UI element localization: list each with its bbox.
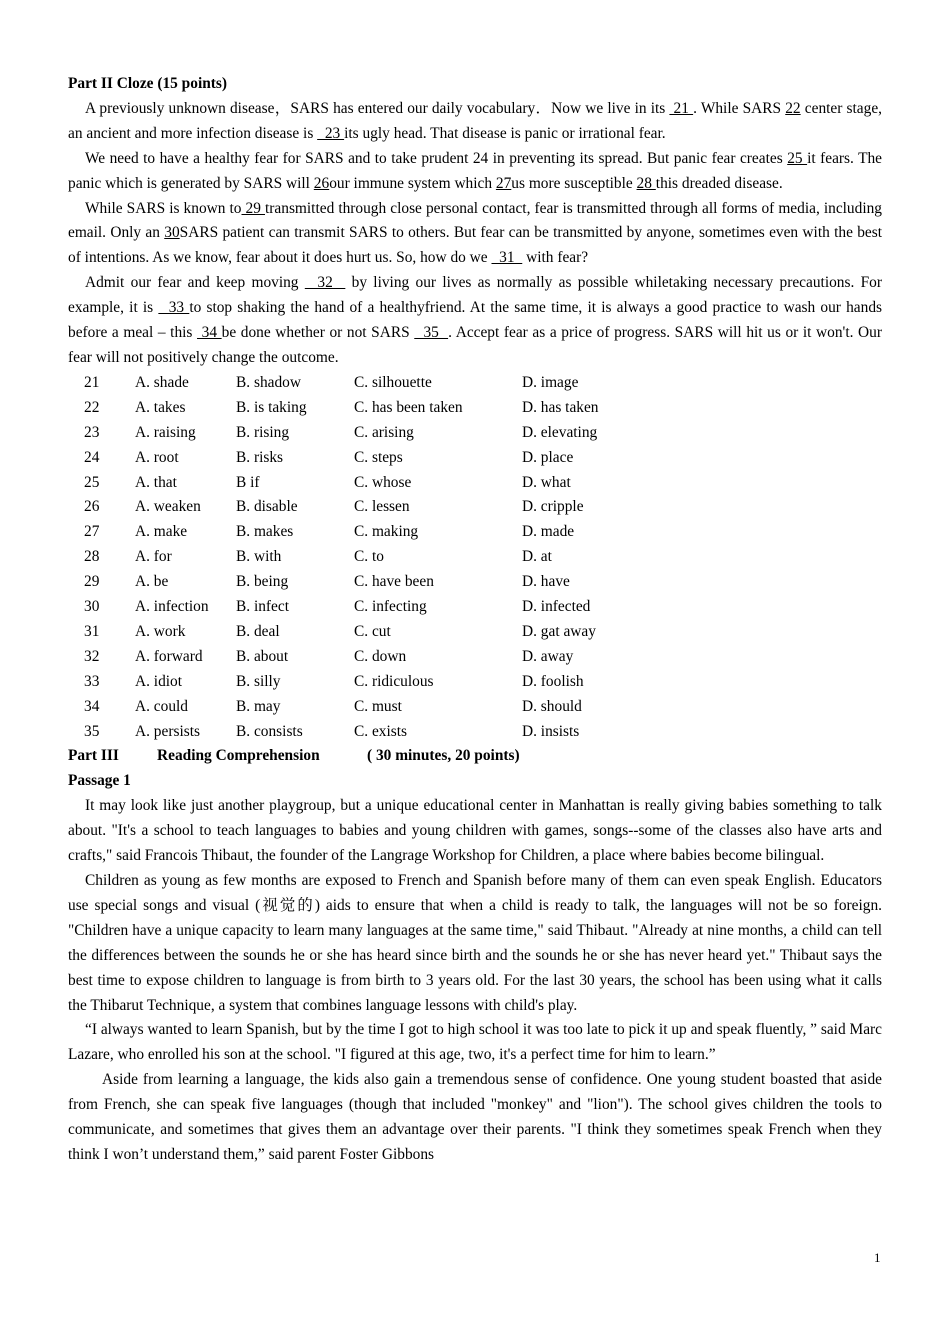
option-d: D. what — [522, 473, 571, 491]
cloze-paragraph — [68, 97, 882, 147]
cloze-text: We need to have a healthy fear for SARS and to take prudent 24 in preventing its spread. But panic fear creates — [85, 149, 788, 167]
passage1-heading: Passage 1 — [68, 772, 131, 790]
option-a: A. root — [135, 448, 179, 466]
option-row — [84, 570, 642, 595]
cloze-text: . Accept fear as a price of progress. SARS will hit us or it won't. Our fear will not positively change the outcome. — [68, 324, 882, 366]
option-d: D. gat away — [522, 622, 596, 640]
option-c: C. must — [354, 697, 402, 715]
option-d: D. place — [522, 448, 574, 466]
passage1-paragraph: Aside from learning a language, the kids also gain a tremendous sense of confidence. One young student boasted that aside from French, she can speak five languages (though that included "monkey" and "lion"). The school gives children the tools to communicate, and sometimes that gives them an advantage over their parents. "I think they sometimes speak French when they think I won’t understand them,” said parent Foster Gibbons — [68, 1071, 882, 1163]
passage1-paragraph: Children as young as few months are exposed to French and Spanish before many of them can even speak English. Educators use special songs and visual (视觉的) aids to ensure that when a child is ready to talk, the languages will not be so foreign. "Children have a unique capacity to learn many languages at the same time," said Thibaut. "Already at nine months, a child can tell the differences between the sounds he or she has heard since birth and the sounds he or she has never heard yet." Thibaut says the best time to expose children to language is from birth to 3 years old. For the last 30 years, the school has been using what it calls the Thibarut Technique, a system that combines language lessons with child's play. — [68, 872, 882, 1014]
question-number: 23 — [84, 423, 100, 441]
question-number: 35 — [84, 722, 100, 740]
cloze-text: our immune system which — [329, 174, 496, 192]
question-number: 34 — [84, 697, 100, 715]
option-a: A. raising — [135, 423, 196, 441]
option-c: C. steps — [354, 448, 403, 466]
option-row — [84, 495, 642, 520]
cloze-passage — [68, 97, 882, 371]
cloze-text: A previously unknown disease，SARS has entered our daily vocabulary．Now we live in its — [85, 99, 670, 117]
option-a: A. make — [135, 523, 188, 541]
option-a: A. weaken — [135, 498, 201, 516]
option-b: B. disable — [236, 498, 298, 516]
cloze-text: it fears. The panic which is generated by SARS will — [68, 149, 883, 192]
option-b: B. silly — [236, 672, 281, 690]
option-c: C. making — [354, 523, 419, 541]
question-number: 31 — [84, 622, 100, 640]
cloze-paragraph — [68, 271, 882, 371]
blank-number: 21 — [669, 99, 694, 117]
question-number: 22 — [84, 398, 100, 416]
option-c: C. to — [354, 548, 384, 566]
option-b: B. about — [236, 647, 289, 665]
option-b: B. with — [236, 548, 282, 566]
option-b: B. risks — [236, 448, 284, 466]
cloze-paragraph — [68, 147, 882, 197]
cloze-text: SARS patient can transmit SARS to others. But fear can be transmitted by anyone, sometimes even with the best of intentions. As we know, fear about it does hurt us. So, how do we — [68, 224, 882, 267]
blank-number: 26 — [313, 174, 330, 192]
blank-number: 34 — [197, 324, 222, 342]
option-b: B. may — [236, 697, 281, 715]
blank-number: 25 — [787, 149, 808, 167]
option-b: B. infect — [236, 598, 289, 616]
cloze-text: . While SARS — [693, 99, 786, 117]
option-c: C. have been — [354, 573, 434, 591]
cloze-text: us more susceptible — [511, 174, 637, 192]
option-row — [84, 595, 642, 620]
option-row — [84, 620, 642, 645]
option-row — [84, 520, 642, 545]
option-a: A. takes — [135, 398, 186, 416]
document-page — [68, 72, 882, 1168]
question-number: 25 — [84, 473, 100, 491]
option-a: A. be — [135, 573, 169, 591]
question-number: 32 — [84, 647, 100, 665]
option-row — [84, 446, 642, 471]
option-c: C. whose — [354, 473, 412, 491]
part3-meta: ( 30 minutes, 20 points) — [367, 747, 520, 765]
blank-number: 23 — [317, 124, 345, 142]
option-a: A. could — [135, 697, 189, 715]
cloze-text: this dreaded disease. — [655, 174, 783, 192]
option-b: B. is taking — [236, 398, 307, 416]
option-a: A. forward — [135, 647, 203, 665]
cloze-text: Admit our fear and keep moving — [85, 274, 305, 292]
option-d: D. have — [522, 573, 570, 591]
option-c: C. silhouette — [354, 373, 432, 391]
option-c: C. exists — [354, 722, 408, 740]
option-b: B. being — [236, 573, 289, 591]
option-a: A. idiot — [135, 672, 183, 690]
option-c: C. has been taken — [354, 398, 463, 416]
question-number: 24 — [84, 448, 100, 466]
passage1-paragraph: It may look like just another playgroup, but a unique educational center in Manhattan is really giving babies something to talk about. "It's a school to teach languages to babies and young children with games, songs--some of the classes also have arts and crafts," said Francois Thibaut, the founder of the Langrage Workshop for Children, a place where babies become bilingual. — [68, 797, 882, 865]
question-number: 29 — [84, 573, 100, 591]
blank-number: 28 — [636, 174, 656, 192]
option-c: C. ridiculous — [354, 672, 434, 690]
option-b: B. shadow — [236, 373, 301, 391]
option-c: C. infecting — [354, 598, 427, 616]
option-a: A. shade — [135, 373, 189, 391]
option-d: D. image — [522, 373, 579, 391]
option-b: B if — [236, 473, 260, 491]
blank-number: 31 — [491, 249, 523, 267]
option-d: D. has taken — [522, 398, 599, 416]
question-number: 21 — [84, 373, 100, 391]
cloze-text: to stop shaking the hand of a healthyfriend. At the same time, it is always a good practice to wash our hands before a meal – this — [68, 299, 883, 342]
blank-number: 22 — [785, 99, 801, 117]
page-number: 1 — [874, 1250, 881, 1265]
option-a: A. for — [135, 548, 172, 566]
option-d: D. made — [522, 523, 575, 541]
option-a: A. infection — [135, 598, 209, 616]
option-c: C. down — [354, 647, 407, 665]
blank-number: 35 — [414, 324, 449, 342]
option-d: D. infected — [522, 598, 591, 616]
option-row — [84, 695, 642, 720]
cloze-paragraph — [68, 197, 882, 272]
cloze-text: with fear? — [522, 249, 589, 267]
part3-heading — [68, 744, 882, 769]
option-row — [84, 645, 642, 670]
option-c: C. lessen — [354, 498, 410, 516]
question-number: 30 — [84, 598, 100, 616]
option-a: A. persists — [135, 722, 200, 740]
option-row — [84, 396, 642, 421]
cloze-text: While SARS is known to — [85, 199, 242, 217]
option-a: A. work — [135, 622, 186, 640]
option-row — [84, 421, 642, 446]
option-c: C. cut — [354, 622, 391, 640]
blank-number: 30 — [164, 224, 180, 242]
option-a: A. that — [135, 473, 177, 491]
option-d: D. away — [522, 647, 574, 665]
blank-number: 32 — [304, 274, 346, 292]
blank-number: 27 — [495, 174, 512, 192]
option-c: C. arising — [354, 423, 414, 441]
question-number: 27 — [84, 523, 100, 541]
question-number: 33 — [84, 672, 100, 690]
option-d: D. insists — [522, 722, 580, 740]
option-b: B. consists — [236, 722, 303, 740]
option-row — [84, 545, 642, 570]
option-b: B. rising — [236, 423, 290, 441]
cloze-text: transmitted through close personal contact, fear is transmitted through all forms of media, including email. Only an — [68, 199, 882, 242]
cloze-text: its ugly head. That disease is panic or irrational fear. — [344, 124, 666, 142]
option-d: D. foolish — [522, 672, 584, 690]
blank-number: 33 — [158, 299, 190, 317]
part3-label: Part III — [68, 747, 119, 765]
question-number: 28 — [84, 548, 100, 566]
option-d: D. cripple — [522, 498, 584, 516]
option-row — [84, 471, 642, 496]
options-table — [84, 371, 642, 745]
cloze-text: be done whether or not SARS — [221, 324, 415, 342]
part3-title: Reading Comprehension — [157, 747, 320, 765]
part2-heading: Part II Cloze (15 points) — [68, 75, 228, 92]
option-d: D. at — [522, 548, 552, 566]
option-row — [84, 670, 642, 695]
option-d: D. elevating — [522, 423, 598, 441]
option-b: B. makes — [236, 523, 294, 541]
cloze-text: center stage, an ancient and more infection disease is — [68, 99, 882, 142]
question-number: 26 — [84, 498, 100, 516]
option-row — [84, 720, 642, 745]
blank-number: 29 — [241, 199, 266, 217]
cloze-text: by living our lives as normally as possible whiletaking necessary precautions. For example, it is — [68, 274, 882, 317]
option-row — [84, 371, 642, 396]
option-b: B. deal — [236, 622, 280, 640]
option-d: D. should — [522, 697, 582, 715]
passage1-paragraph: “I always wanted to learn Spanish, but by the time I got to high school it was too late to pick it up and speak fluently, ” said Marc Lazare, who enrolled his son at the school. "I figured at this age, two, it's a perfect time for him to learn.” — [68, 1021, 882, 1064]
